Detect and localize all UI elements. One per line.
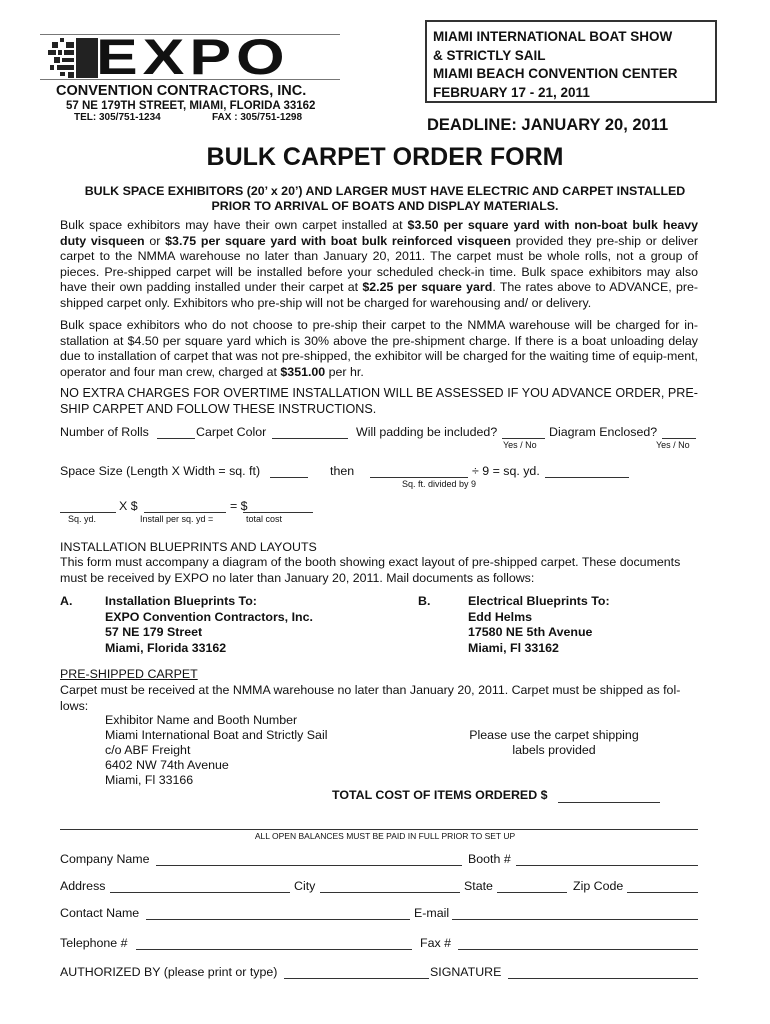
x-dollar-label: X $	[119, 499, 138, 513]
install-text: This form must accompany a diagram of the booth showing exact layout of pre-shipped carpet. These documents must be received by EXPO no later than January 20, 2011. Mail documents as follows:	[60, 555, 681, 585]
contact-field[interactable]	[146, 906, 410, 920]
preship-heading: PRE-SHIPPED CARPET	[60, 667, 198, 681]
rates-paragraph: Bulk space exhibitors may have their own carpet installed at $3.50 per square yard with non-boat bulk heavy duty visqueen or $3.75 per square yard with boat bulk reinforced visqueen provided they pre-ship or deliver carpet to the NMMA warehouse no later than January 20, 2011. The carpet must be whole rolls, not a group of pieces. Pre-shipped carpet will be installed before your scheduled check-in time. Bulk space exhibitors may also have their own padding installed under their carpet at $2.25 per square yard. The rates above to ADVANCE, pre-shipped carpet only. Exhibitors who pre-ship will not be charged for warehousing and/ or delivery.	[60, 218, 699, 310]
fax-label: Fax #	[420, 936, 451, 950]
address-b-label: B.	[418, 594, 431, 608]
diagram-field[interactable]	[662, 425, 696, 439]
deadline: DEADLINE: JANUARY 20, 2011	[427, 116, 669, 134]
divide-nine-label: ÷ 9 = sq. yd.	[472, 464, 540, 478]
total-cost-field[interactable]	[243, 499, 313, 513]
address-label: Address	[60, 879, 106, 893]
zip-label: Zip Code	[573, 879, 624, 893]
event-line: & STRICTLY SAIL	[433, 47, 546, 63]
padding-label: Will padding be included?	[356, 425, 498, 439]
diagram-yes-no: Yes / No	[656, 440, 690, 450]
sqyd-result-field[interactable]	[545, 464, 629, 478]
company-name-label: Company Name	[60, 852, 150, 866]
email-label: E-mail	[414, 906, 450, 920]
overtime-notice: NO EXTRA CHARGES FOR OVERTIME INSTALLATION WILL BE ASSESSED IF YOU ADVANCE ORDER, PRE-SHIP CARPET AND FOLLOW THESE INSTRUCTIONS.	[60, 386, 698, 416]
then-label: then	[330, 464, 355, 478]
page-title: BULK CARPET ORDER FORM	[206, 143, 564, 171]
non-preship-paragraph: Bulk space exhibitors who do not choose to pre-ship their carpet to the NMMA warehouse will be charged for in-stallation at $4.50 per square yard which is 30% above the pre-shipment charge. If there is a boat unloading delay due to installation of carpet that was not pre-shipped, the exhibitor will be charged for the waiting time of equip-ment, operator and four man crew, charged at $351.00 per hr.	[60, 318, 698, 379]
event-line: MIAMI BEACH CONVENTION CENTER	[433, 66, 678, 81]
fax-field[interactable]	[458, 936, 698, 950]
booth-field[interactable]	[516, 852, 698, 866]
balances-notice: ALL OPEN BALANCES MUST BE PAID IN FULL PRIOR TO SET UP	[254, 831, 516, 841]
email-field[interactable]	[452, 906, 698, 920]
signature-field[interactable]	[508, 965, 698, 979]
rolls-label: Number of Rolls	[60, 425, 149, 439]
diagram-label: Diagram Enclosed?	[549, 425, 658, 439]
event-box	[425, 20, 717, 103]
company-name-field[interactable]	[156, 852, 462, 866]
company-name: CONVENTION CONTRACTORS, INC.	[56, 83, 307, 99]
address-field[interactable]	[110, 879, 290, 893]
event-line: FEBRUARY 17 - 21, 2011	[433, 84, 590, 100]
company-address: 57 NE 179TH STREET, MIAMI, FLORIDA 33162	[66, 100, 316, 112]
address-a-label: A.	[60, 594, 73, 608]
install-per-note: Install per sq. yd =	[140, 514, 214, 524]
color-label: Carpet Color	[196, 425, 267, 439]
logo-text: EXPO	[96, 29, 290, 85]
subtitle-line: BULK SPACE EXHIBITORS (20’ x 20’) AND LARGER MUST HAVE ELECTRIC AND CARPET INSTALLED	[84, 184, 686, 198]
total-cost-items-field[interactable]	[558, 789, 660, 803]
address-b-block: Electrical Blueprints To: Edd Helms 17580 NE 5th Avenue Miami, Fl 33162	[468, 594, 610, 655]
authorized-label: AUTHORIZED BY (please print or type)	[60, 965, 278, 979]
contact-label: Contact Name	[60, 906, 140, 920]
space-size-field[interactable]	[270, 464, 308, 478]
state-field[interactable]	[497, 879, 567, 893]
address-a-block: Installation Blueprints To: EXPO Convention Contractors, Inc. 57 NE 179 Street Miami, Florida 33162	[105, 594, 313, 655]
signature-label: SIGNATURE	[430, 965, 502, 979]
padding-yes-no: Yes / No	[503, 440, 537, 450]
booth-label: Booth #	[468, 852, 511, 866]
shipping-address: Exhibitor Name and Booth Number Miami International Boat and Strictly Sail c/o ABF Freight 6402 NW 74th Avenue Miami, Fl 33166	[105, 713, 328, 787]
zip-field[interactable]	[627, 879, 698, 893]
state-label: State	[464, 879, 493, 893]
event-line: MIAMI INTERNATIONAL BOAT SHOW	[433, 29, 673, 44]
sqft-field[interactable]	[370, 464, 468, 478]
total-cost-note: total cost	[246, 514, 283, 524]
color-field[interactable]	[272, 425, 348, 439]
city-field[interactable]	[320, 879, 460, 893]
total-cost-label: TOTAL COST OF ITEMS ORDERED $	[332, 788, 548, 802]
divider	[60, 829, 698, 830]
subtitle-line: PRIOR TO ARRIVAL OF BOATS AND DISPLAY MATERIALS.	[211, 199, 559, 213]
rolls-field[interactable]	[157, 425, 195, 439]
preship-text: Carpet must be received at the NMMA warehouse no later than January 20, 2011. Carpet must be shipped as fol-lows:	[60, 683, 681, 713]
sqyd-field[interactable]	[60, 499, 116, 513]
telephone-label: Telephone #	[60, 936, 128, 950]
shipping-labels-note: Please use the carpet shipping labels provided	[469, 728, 639, 757]
city-label: City	[294, 879, 316, 893]
sqft-divided-note: Sq. ft. divided by 9	[402, 479, 477, 489]
install-heading: INSTALLATION BLUEPRINTS AND LAYOUTS	[60, 540, 317, 554]
authorized-field[interactable]	[284, 965, 429, 979]
telephone-field[interactable]	[136, 936, 412, 950]
padding-field[interactable]	[502, 425, 545, 439]
space-size-label: Space Size (Length X Width = sq. ft)	[60, 464, 261, 478]
sq-yd-note: Sq. yd.	[68, 514, 97, 524]
company-tel: TEL: 305/751-1234	[74, 112, 161, 123]
company-fax: FAX : 305/751-1298	[212, 112, 303, 123]
install-rate-field[interactable]	[144, 499, 226, 513]
eq-dollar-label: = $	[230, 499, 248, 513]
